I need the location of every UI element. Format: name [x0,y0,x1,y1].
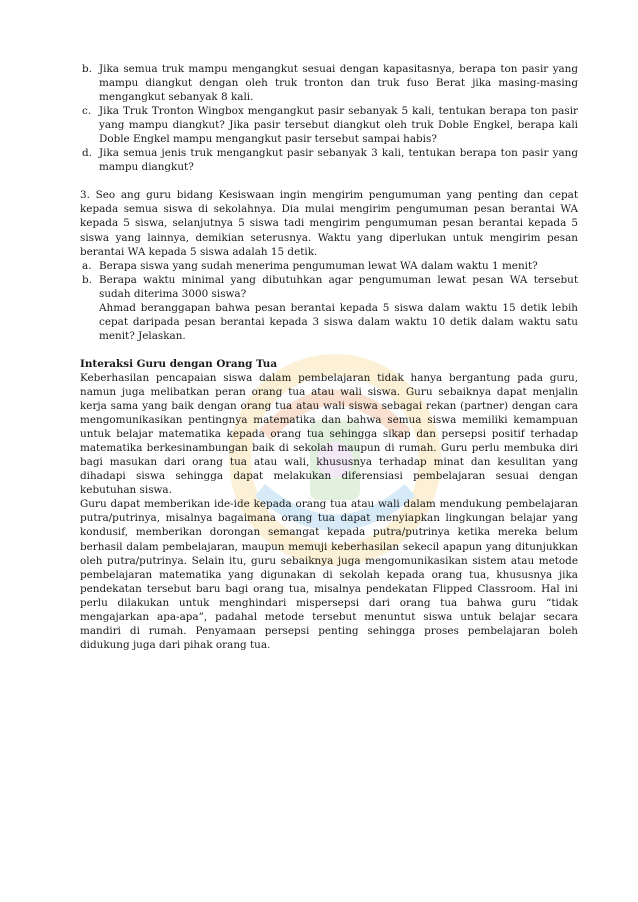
list-item [80,104,578,146]
list-item [80,62,578,104]
problem-3-text: 3. Seo ang guru bidang Kesiswaan ingin mengirim pengumuman yang penting dan cepat kepada semua siswa di sekolahnya. Dia mulai mengirim pengumuman pesan berantai WA kepada 5 siswa, selanjutnya 5 siswa tadi mengirim pengumuman pesan berantai kepada 5 siswa yang lainnya, demikian seterusnya. Waktu yang diperlukan untuk mengirim pesan berantai WA kepada 5 siswa adalah 15 detik. [80,189,578,258]
list-item [80,273,578,301]
list-marker: b. [82,273,92,286]
list-marker: d. [82,147,92,160]
section-heading: Interaksi Guru dengan Orang Tua [80,357,278,370]
list-marker: b. [82,63,92,75]
list-item-text: Berapa waktu minimal yang dibutuhkan agar pengumuman lewat pesan WA tersebut sudah diterima 3000 siswa? [99,273,578,300]
list-item [80,259,578,273]
list-item-text: Jika semua truk mampu mengangkut sesuai dengan kapasitasnya, berapa ton pasir yang mampu diangkut dengan oleh truk tronton dan truk fuso Berat jika masing-masing mengangkut sebanyak 8 kali. [99,63,578,104]
problem-3-followup: Ahmad beranggapan bahwa pesan berantai kepada 5 siswa dalam waktu 15 detik lebih cepat daripada pesan berantai kepada 3 siswa dalam waktu 10 detik dalam waktu satu menit? Jelaskan. [99,301,578,342]
list-item-text: Jika semua jenis truk mengangkut pasir sebanyak 3 kali, tentukan berapa ton pasir yang mampu diangkut? [99,147,578,174]
list-item [80,146,578,174]
list-item-text: Berapa siswa yang sudah menerima pengumuman lewat WA dalam waktu 1 menit? [99,259,538,272]
list-marker: a. [82,259,92,272]
list-marker: c. [82,105,92,118]
section-paragraph-2: Guru dapat memberikan ide-ide kepada orang tua atau wali dalam mendukung pembelajaran putra/putrinya, misalnya bagaimana orang tua dapat menyiapkan lingkungan belajar yang kondusif, memberikan dorongan semangat kepada putra/putrinya ketika mereka belum berhasil dalam pembelajaran, maupun memuji keberhasilan sekecil apapun yang ditunjukkan oleh putra/putrinya. Selain itu, guru sebaiknya juga mengomunikasikan sistem atau metode pembelajaran matematika yang digunakan di sekolah kepada orang tua, khususnya jika pendekatan tersebut baru bagi orang tua, misalnya pendekatan Flipped Classroom. Hal ini perlu dilakukan untuk menghindari mispersepsi dari orang tua bahwa guru “tidak mengajarkan apa-apa”, padahal metode tersebut menuntut siswa untuk belajar secara mandiri di rumah. Penyamaan persepsi penting sehingga proses pembelajaran boleh didukung juga dari pihak orang tua. [80,498,578,651]
section-paragraph-1: Keberhasilan pencapaian siswa dalam pembelajaran tidak hanya bergantung pada guru, namun juga melibatkan peran orang tua atau wali siswa. Guru sebaiknya dapat menjalin kerja sama yang baik dengan orang tua atau wali siswa sebagai rekan (partner) dengan cara mengomunikasikan pentingnya matematika dan bahwa semua siswa memiliki kemampuan untuk belajar matematika kepada orang tua sehingga sikap dan persepsi positif terhadap matematika berkesinambungan baik di sekolah maupun di rumah. Guru perlu membuka diri bagi masukan dari orang tua atau wali, khususnya terhadap minat dan kesulitan yang dihadapi siswa sehingga dapat melakukan diferensiasi pembelajaran sesuai dengan kebutuhan siswa. [80,371,578,497]
truck-question-list [80,62,578,174]
problem-3-list [80,259,578,343]
list-item-text: Jika Truk Tronton Wingbox mengangkut pasir sebanyak 5 kali, tentukan berapa ton pasir yang mampu diangkut? Jika pasir tersebut diangkut oleh truk Doble Engkel, berapa kali Doble Engkel mampu mengangkut pasir tersebut sampai habis? [99,105,578,146]
document-body [80,62,578,652]
